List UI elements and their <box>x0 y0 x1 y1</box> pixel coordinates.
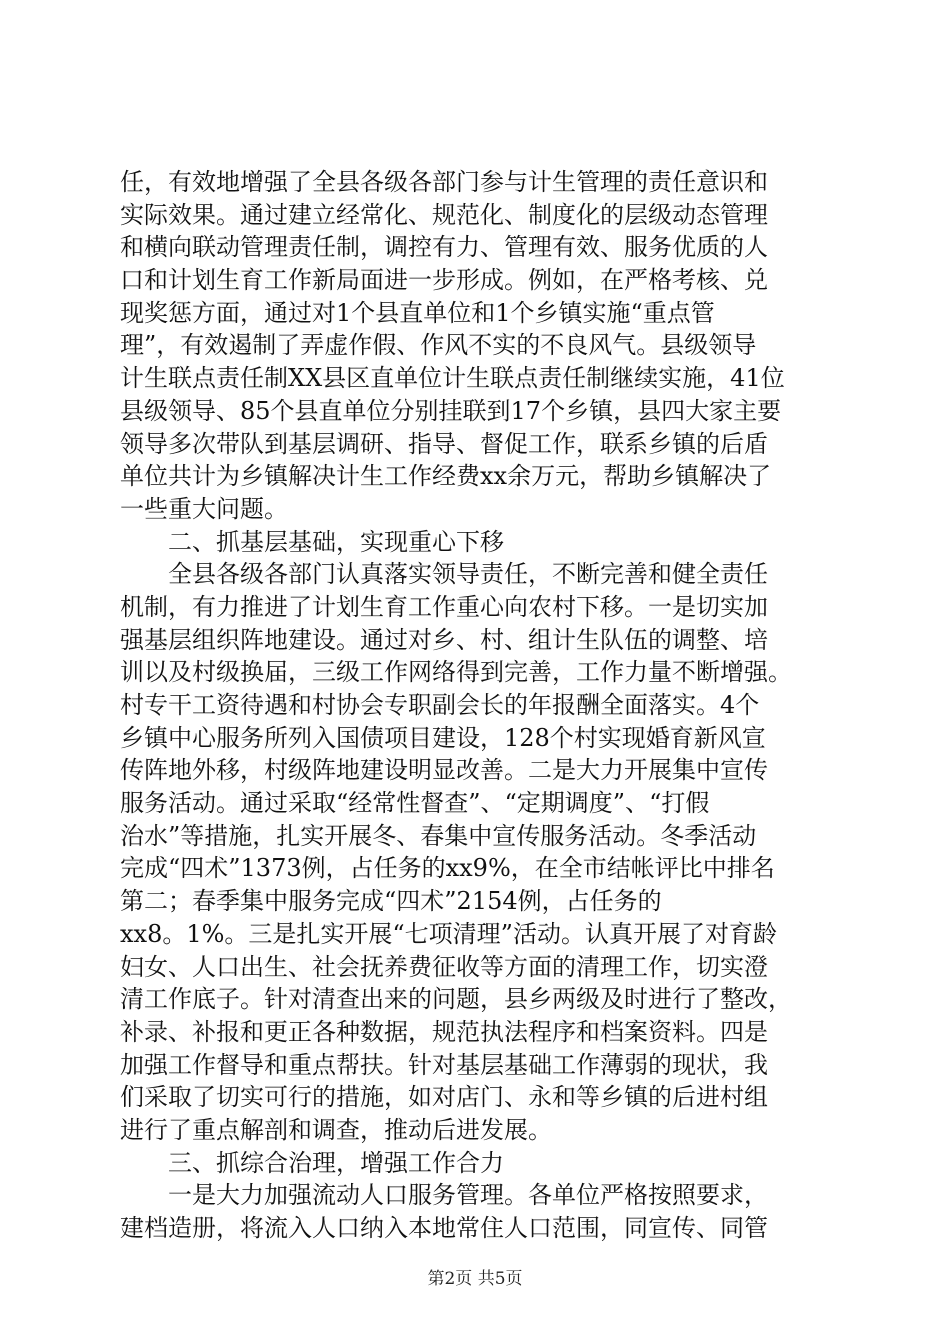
text-line: 三、抓综合治理，增强工作合力 <box>120 1148 504 1177</box>
text-line: 一是大力加强流动人口服务管理。各单位严格按照要求， <box>120 1181 768 1210</box>
text-line: 任，有效地增强了全县各级各部门参与计生管理的责任意识和 <box>120 168 768 196</box>
text-line: 领导多次带队到基层调研、指导、督促工作，联系乡镇的后盾 <box>120 429 768 458</box>
text-line: 机制，有力推进了计划生育工作重心向农村下移。一是切实加 <box>120 592 768 621</box>
text-line: 乡镇中心服务所列入国债项目建设，128个村实现婚育新风宣 <box>120 723 766 752</box>
text-line: 和横向联动管理责任制，调控有力、管理有效、服务优质的人 <box>120 233 768 262</box>
text-line: 传阵地外移，村级阵地建设明显改善。二是大力开展集中宣传 <box>120 756 768 785</box>
text-line: 治水”等措施，扎实开展冬、春集中宣传服务活动。冬季活动 <box>120 821 757 850</box>
text-line: 第二；春季集中服务完成“四术”2154例，占任务的 <box>120 887 662 916</box>
text-line: 单位共计为乡镇解决计生工作经费xx余万元，帮助乡镇解决了 <box>120 462 772 491</box>
text-line: 完成“四术”1373例，占任务的xx9%，在全市结帐评比中排名 <box>120 854 775 883</box>
text-line: 一些重大问题。 <box>120 494 288 523</box>
text-line: 进行了重点解剖和调查，推动后进发展。 <box>120 1115 552 1144</box>
text-line: 加强工作督导和重点帮扶。针对基层基础工作薄弱的现状，我 <box>120 1050 768 1079</box>
text-line: 强基层组织阵地建设。通过对乡、村、组计生队伍的调整、培 <box>120 625 768 654</box>
text-line: 们采取了切实可行的措施，如对店门、永和等乡镇的后进村组 <box>120 1083 768 1112</box>
text-line: 村专干工资待遇和村协会专职副会长的年报酬全面落实。4个 <box>120 691 760 719</box>
document-body <box>120 166 840 1245</box>
text-line: 实际效果。通过建立经常化、规范化、制度化的层级动态管理 <box>120 200 768 229</box>
text-line: 清工作底子。针对清查出来的问题，县乡两级及时进行了整改， <box>120 985 792 1014</box>
text-line: xx8。1%。三是扎实开展“七项清理”活动。认真开展了对育龄 <box>120 919 777 948</box>
text-line: 县级领导、85个县直单位分别挂联到17个乡镇，县四大家主要 <box>120 396 782 425</box>
text-line: 妇女、人口出生、社会抚养费征收等方面的清理工作，切实澄 <box>120 952 768 981</box>
text-line: 现奖惩方面，通过对1个县直单位和1个乡镇实施“重点管 <box>120 298 715 327</box>
text-line: 建档造册，将流入人口纳入本地常住人口范围，同宣传、同管 <box>120 1214 768 1242</box>
text-line: 训以及村级换届，三级工作网络得到完善，工作力量不断增强。 <box>120 658 792 687</box>
text-line: 计生联点责任制XX县区直单位计生联点责任制继续实施，41位 <box>120 364 785 393</box>
text-line: 理”，有效遏制了弄虚作假、作风不实的不良风气。县级领导 <box>120 331 757 360</box>
text-line: 口和计划生育工作新局面进一步形成。例如，在严格考核、兑 <box>120 266 768 295</box>
text-line: 服务活动。通过采取“经常性督查”、“定期调度”、“打假 <box>120 789 710 818</box>
text-line: 全县各级各部门认真落实领导责任，不断完善和健全责任 <box>120 560 768 589</box>
text-line: 二、抓基层基础，实现重心下移 <box>120 527 504 556</box>
page-footer: 第2页 共5页 <box>427 1269 523 1289</box>
text-line: 补录、补报和更正各种数据，规范执法程序和档案资料。四是 <box>120 1017 768 1046</box>
